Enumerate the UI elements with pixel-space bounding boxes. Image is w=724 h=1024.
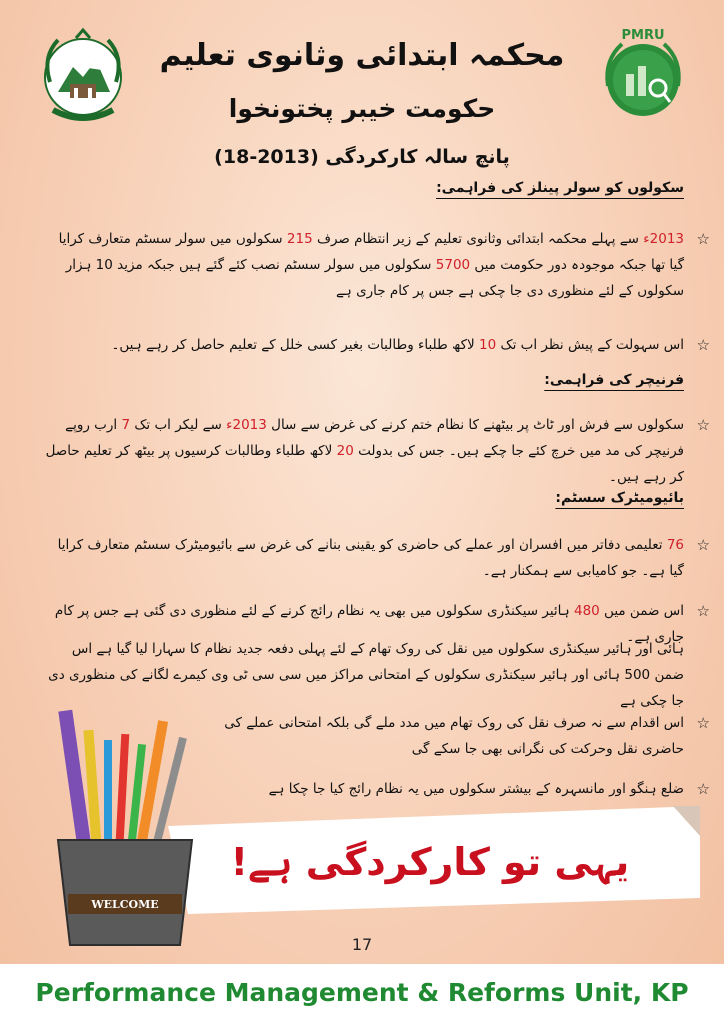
bullet-text: 76 تعلیمی دفاتر میں افسران اور عملے کی حاضری کو یقینی بنانے کی غرض سے بائیومیٹرک سسٹم متعارف کرایا گیا ہے۔ جو کامیابی سے ہمکنار ہے۔ — [57, 537, 684, 579]
government-title: حکومت خیبر پختونخوا — [228, 94, 496, 123]
bullet-text: ہائی اور ہائیر سیکنڈری سکولوں میں نقل کی روک تھام کے لئے پہلی دفعہ جدید نظام کا سہارا لیا گیا ہے اس ضمن 500 ہائی اور ہائیر سیکنڈری سکولوں کے امتحانی مراکز میں سی سی ٹی وی کیمرے لگانے کی منظوری دی جا چکی ہے — [48, 641, 684, 709]
section-heading-biometric: بائیومیٹرک سسٹم: — [555, 490, 684, 506]
pmru-logo-text: PMRU — [621, 28, 665, 43]
star-bullet-icon: ☆ — [696, 780, 710, 798]
bullet-text: اس ضمن میں 480 ہائیر سیکنڈری سکولوں میں بھی یہ نظام رائج کرنے کے لئے منظوری دی گئی ہے جس پر کام جاری ہے۔ — [54, 603, 684, 645]
bullet-text: اس سہولت کے پیش نظر اب تک 10 لاکھ طلباء وطالبات بغیر کسی خلل کے تعلیم حاصل کر رہے ہیں۔ — [111, 337, 684, 353]
bullet-text: 2013ء سے پہلے محکمہ ابتدائی وثانوی تعلیم کے زیر انتظام صرف 215 سکولوں میں سولر سسٹم متعارف کرایا گیا تھا جبکہ موجودہ دور حکومت میں 5700 سکولوں میں سولر سسٹم نصب کئے گئے ہیں جبکہ مزید 10 ہزار سکولوں کے لئے منظوری دی جا چکی ہے جس پر کام جاری ہے — [58, 231, 684, 299]
footer-organization: Performance Management & Reforms Unit, KP — [35, 978, 689, 1007]
section-heading-furniture: فرنیچر کی فراہمی: — [544, 372, 684, 388]
star-bullet-icon: ☆ — [696, 336, 710, 354]
star-bullet-icon: ☆ — [696, 536, 710, 554]
bullet-biometric-4 — [200, 710, 710, 762]
bullet-text: سکولوں سے فرش اور ٹاٹ پر بیٹھنے کا نظام ختم کرنے کی غرض سے سال 2013ء سے لیکر اب تک 7 ارب روپے فرنیچر کی مد میں خرچ کئے جا چکے ہیں۔ جس کی بدولت 20 لاکھ طلباء وطالبات کرسیوں پر بیٹھ کر تعلیم حاصل کر رہے ہیں۔ — [45, 417, 684, 485]
star-bullet-icon: ☆ — [696, 714, 710, 732]
bullet-furniture-1 — [40, 412, 710, 490]
five-year-subtitle: پانچ سالہ کارکردگی (2013-18) — [214, 146, 510, 168]
star-bullet-icon: ☆ — [696, 602, 710, 620]
department-title: محکمہ ابتدائی وثانوی تعلیم — [159, 38, 565, 73]
pencil-cup-illustration — [40, 700, 210, 950]
kp-government-emblem — [28, 22, 138, 132]
bullet-biometric-5 — [200, 776, 710, 802]
section-heading-solar: سکولوں کو سولر پینلز کی فراہمی: — [436, 180, 684, 196]
page-number: 17 — [351, 935, 373, 954]
bullet-text: اس اقدام سے نہ صرف نقل کی روک تھام میں مدد ملے گی بلکہ امتحانی عملے کی حاضری نقل وحرکت کی نگرانی بھی جا سکے گی — [224, 715, 684, 757]
pmru-logo — [588, 22, 698, 132]
bullet-biometric-1 — [40, 532, 710, 584]
bullet-solar-2 — [40, 332, 710, 358]
bullet-solar-1 — [40, 226, 710, 304]
bullet-text: ضلع ہنگو اور مانسہرہ کے بیشتر سکولوں میں یہ نظام رائج کیا جا چکا ہے — [268, 781, 684, 797]
star-bullet-icon: ☆ — [696, 230, 710, 248]
star-bullet-icon: ☆ — [696, 416, 710, 434]
cup-label: WELCOME — [91, 898, 159, 911]
slogan-text: یہی تو کارکردگی ہے! — [230, 840, 630, 884]
